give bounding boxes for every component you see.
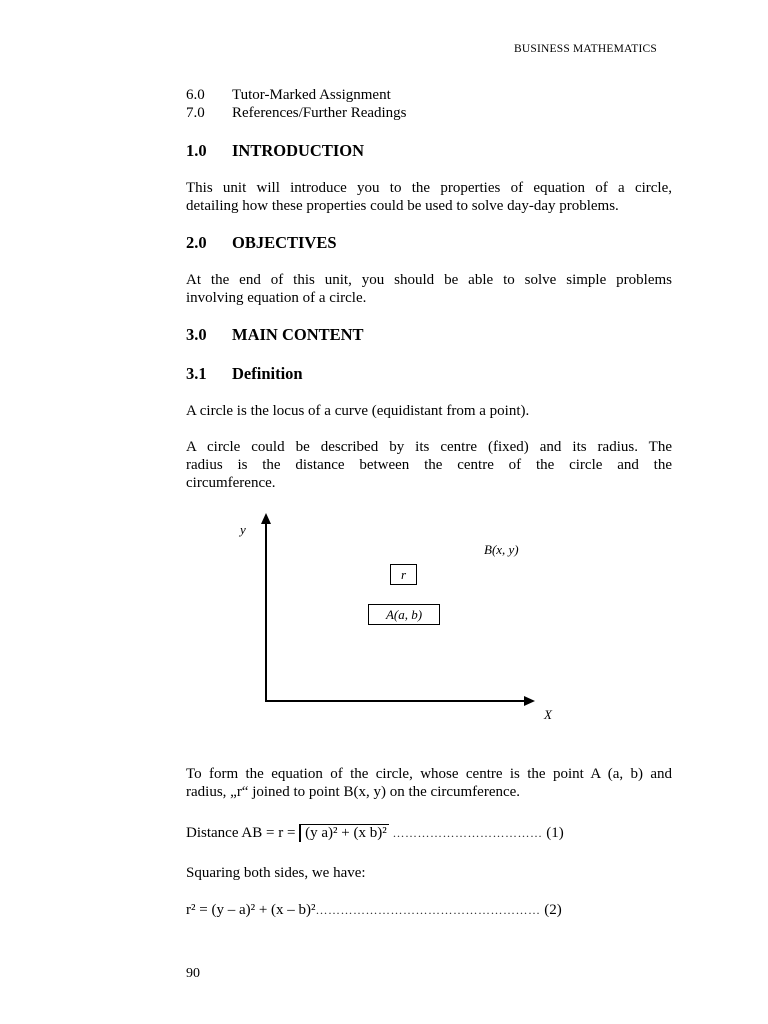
paragraph-line: A circle is the locus of a curve (equidistant from a point). [186, 403, 530, 419]
y-axis-label: y [240, 522, 246, 537]
section-number: 1.0 [186, 141, 207, 160]
toc-item-number: 7.0 [186, 105, 205, 121]
squaring-statement: Squaring both sides, we have: [186, 865, 366, 881]
toc-item-number: 6.0 [186, 87, 205, 103]
paragraph-line: involving equation of a circle. [186, 290, 367, 306]
equation-lhs: Distance AB = r = [186, 825, 296, 841]
section-title: Definition [232, 364, 303, 383]
equation-number: (2) [544, 902, 562, 918]
paragraph-line: detailing how these properties could be used to solve day-day problems. [186, 198, 619, 214]
paragraph-line: At the end of this unit, you should be able to solve simple problems [186, 272, 672, 288]
equation-body: r² = (y – a)² + (x – b)² [186, 902, 316, 918]
equation-2 [186, 902, 562, 919]
x-axis-arrowhead [524, 696, 535, 706]
section-title: MAIN CONTENT [232, 325, 364, 344]
paragraph-line: This unit will introduce you to the properties of equation of a circle, [186, 180, 672, 196]
toc-item-title: References/Further Readings [232, 105, 407, 121]
radius-label-box: r [390, 564, 417, 585]
square-root-radicand: (y a)² + (x b)² [299, 824, 389, 842]
equation-1 [186, 824, 564, 842]
equation-number: (1) [546, 825, 564, 841]
paragraph-line: A circle could be described by its centre (fixed) and its radius. The [186, 439, 672, 455]
x-axis-label: X [544, 707, 552, 722]
equation-leader-dots: ……………………………… [392, 826, 543, 840]
section-number: 2.0 [186, 233, 207, 252]
centre-label-box: A(a, b) [368, 604, 440, 625]
section-title: OBJECTIVES [232, 233, 337, 252]
section-number: 3.0 [186, 325, 207, 344]
running-header: BUSINESS MATHEMATICS [514, 43, 657, 55]
paragraph-line: circumference. [186, 475, 276, 491]
paragraph-line: radius, „r“ joined to point B(x, y) on the circumference. [186, 784, 521, 800]
paragraph-line: To form the equation of the circle, whose centre is the point A (a, b) and [186, 766, 672, 782]
equation-leader-dots: ……………………………………………… [315, 903, 541, 917]
paragraph-line: radius is the distance between the centre of the circle and the [186, 457, 672, 473]
point-b-label: B(x, y) [484, 542, 519, 557]
section-number: 3.1 [186, 364, 207, 383]
section-title: INTRODUCTION [232, 141, 365, 160]
toc-item-title: Tutor-Marked Assignment [232, 87, 391, 103]
page-number: 90 [186, 966, 200, 981]
y-axis-arrowhead [261, 513, 271, 524]
formation-paragraph [186, 765, 672, 801]
